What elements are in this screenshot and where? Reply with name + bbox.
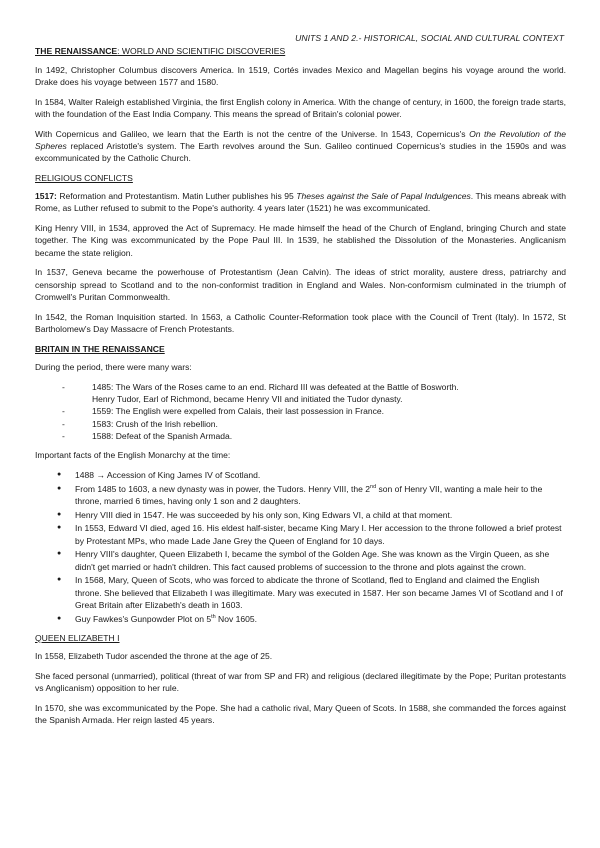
paragraph: In 1584, Walter Raleigh established Virginia, the first English colony in America. With the change of century, in 1600, the foreign trade starts, with the foundation of the East India Company. This means the spread of Britain's colonial power. (35, 96, 566, 119)
paragraph: 1517: Reformation and Protestantism. Matin Luther publishes his 95 Theses against the Sale of Papal Indulgences. This means abreak with Rome, as Luther refused to submit to the Pope's authority. 4 years later (1521) he was excommunicated. (35, 191, 566, 214)
wars-list (35, 381, 566, 442)
paragraph: During the period, there were many wars: (35, 362, 192, 373)
paragraph: King Henry VIII, in 1534, approved the Act of Supremacy. He made himself the head of the Church of England, bringing Church and state together. The King was excommunicated by the Pope Paul III. In 1539, he stablished the Dissolution of the Monasteries. Anglicanism became the state religion. (35, 223, 566, 258)
paragraph: In 1537, Geneva became the powerhouse of Protestantism (Jean Calvin). The ideas of strict morality, austere dress, patriarchy and censorship spread to Scotland and to the non-conformist tradition in England and Wales. Non-conformism culminated in the triumph of Cromwell's Puritan Commonwealth. (35, 267, 566, 302)
paragraph: Important facts of the English Monarchy at the time: (35, 449, 231, 460)
list-item: - 1559: The English were expelled from Calais, their last possession in France. (62, 406, 385, 417)
list-item: ● In 1553, Edward VI died, aged 16. His eldest half-sister, became King Mary I. Her accession to the throne followed a brief protest by Protestant MPs, who made Lade Jane Grey the Queen of England for 10 days. (57, 523, 562, 546)
list-item: ● In 1568, Mary, Queen of Scots, who was forced to abdicate the throne of Scotland, fled to England and claimed the English throne. She believed that Elizabeth I was illegitimate. Mary was executed in 1587. Her son became James VI of Scotland and I of Great Britain after Elizabeth's death in 1603. (57, 575, 563, 610)
list-item: ● 1488 → Accession of King James IV of Scotland. (57, 469, 261, 480)
list-item: - 1485: The Wars of the Roses came to an end. Richard III was defeated at the Battle of Bosworth. Henry Tudor, Earl of Richmond, became Henry VII and initiated the Tudor dynasty. (62, 381, 459, 405)
list-item: ● Henry VIII died in 1547. He was succeeded by his only son, King Edwars VI, a child at that moment. (57, 509, 453, 520)
paragraph: With Copernicus and Galileo, we learn that the Earth is not the centre of the Universe. In 1543, Copernicus's On the Revolution of the Spheres replaced Aristotle's system. The Earth revolves around the Sun. Galileo continued Copernicus's studies in the 1590s and was excommunicated by the Catholic Church. (35, 128, 566, 163)
paragraph: In 1558, Elizabeth Tudor ascended the throne at the age of 25. (35, 651, 273, 662)
section-heading-britain: BRITAIN IN THE RENAISSANCE (35, 343, 165, 354)
list-item: - 1583: Crush of the Irish rebellion. (62, 418, 218, 429)
paragraph: In 1570, she was excommunicated by the Pope. She had a catholic rival, Mary Queen of Scots. In 1588, she commanded the forces against the Spanish Armada. Her reign lasted 45 years. (35, 703, 566, 726)
paragraph: She faced personal (unmarried), political (threat of war from SP and FR) and religious (declared illegitimate by the Pope; Puritan protestants vs Anglicanism) opposition to her rule. (35, 671, 566, 694)
list-item: ● Guy Fawkes's Gunpowder Plot on 5th Nov 1605. (57, 613, 258, 624)
running-header: UNITS 1 AND 2.- HISTORICAL, SOCIAL AND CULTURAL CONTEXT (295, 33, 564, 43)
list-item: - 1588: Defeat of the Spanish Armada. (62, 430, 233, 441)
section-heading-queen-elizabeth: QUEEN ELIZABETH I (35, 632, 120, 643)
monarchy-facts-list (35, 469, 566, 625)
list-item: ● Henry VIII's daughter, Queen Elizabeth I, became the symbol of the Golden Age. She was known as the Virgin Queen, as she didn't get married or hadn't children. This fact caused problems of succession to the throne and plots against the crown. (57, 549, 550, 572)
section-heading-renaissance: THE RENAISSANCE: WORLD AND SCIENTIFIC DISCOVERIES (35, 46, 286, 56)
list-item: ● From 1485 to 1603, a new dynasty was in power, the Tudors. Henry VIII, the 2nd son of Henry VII, wanting a male heir to the throne, married 6 times, having only 1 son and 2 daughters. (57, 483, 543, 506)
paragraph: In 1542, the Roman Inquisition started. In 1563, a Catholic Counter-Reformation took place with the Council of Trent (Italy). In 1572, St Bartholomew's Day Massacre of French Protestants. (35, 311, 566, 334)
document-body (35, 45, 566, 726)
paragraph: In 1492, Christopher Columbus discovers America. In 1519, Cortés invades Mexico and Magellan begins his voyage around the world. Drake does his voyage between 1577 and 1580. (35, 64, 566, 87)
section-heading-religious-conflicts: RELIGIOUS CONFLICTS (35, 172, 133, 183)
